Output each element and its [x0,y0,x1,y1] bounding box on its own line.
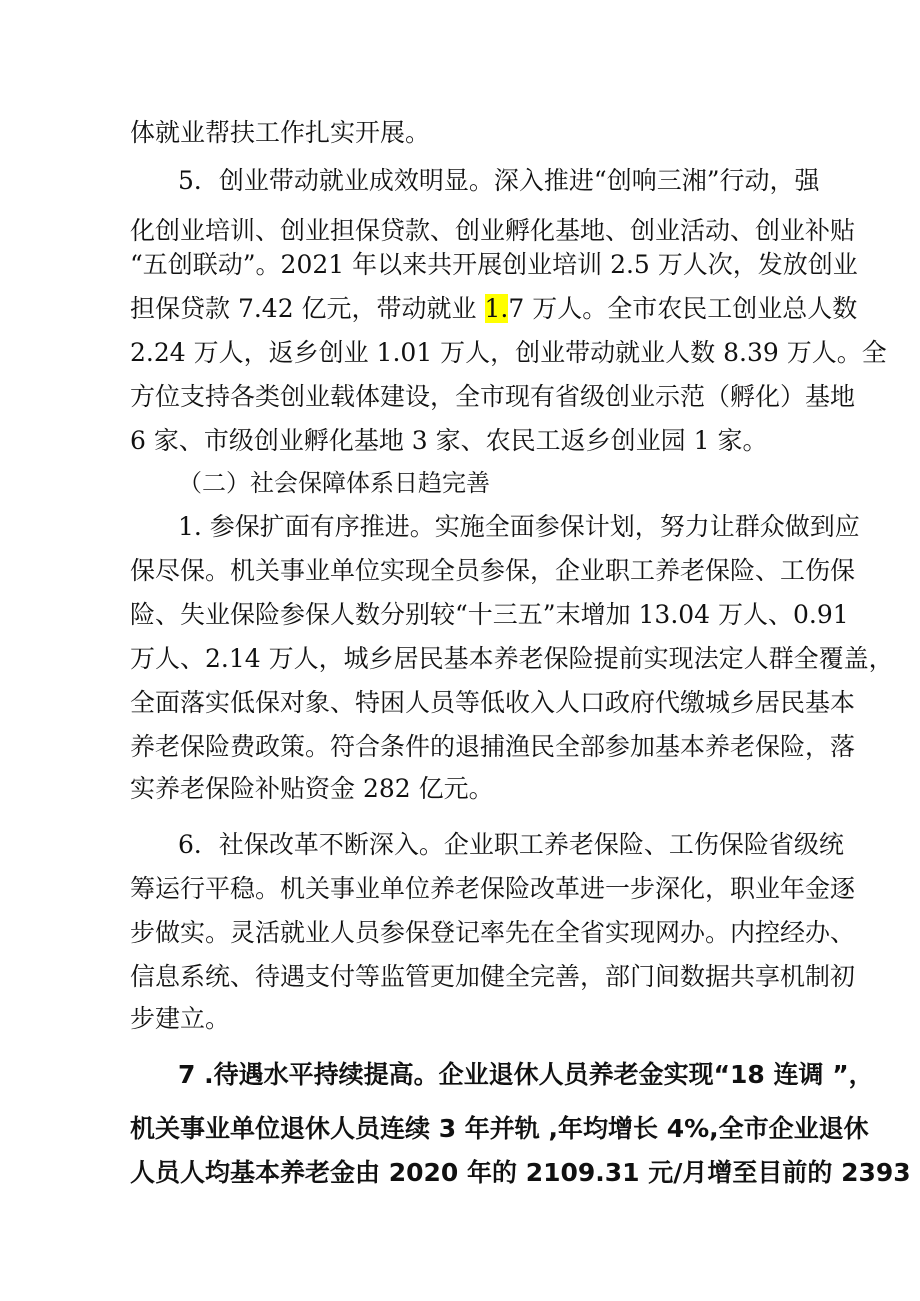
paragraph-line: 1. 参保扩面有序推进。实施全面参保计划，努力让群众做到应 [178,512,860,541]
paragraph-line: “五创联动”。2021 年以来共开展创业培训 2.5 万人次，发放创业 [130,250,858,279]
paragraph-line: 体就业帮扶工作扎实开展。 [130,118,431,147]
paragraph-line: 人员人均基本养老金由 2020 年的 2109.31 元/月增至目前的 2393 [130,1158,911,1187]
paragraph-line: 步建立。 [130,1004,231,1033]
paragraph-line: 2.24 万人，返乡创业 1.01 万人，创业带动就业人数 8.39 万人。全 [130,338,887,367]
paragraph-line: 方位支持各类创业载体建设，全市现有省级创业示范（孵化）基地 [130,382,856,411]
paragraph-line: 6．社保改革不断深入。企业职工养老保险、工伤保险省级统 [178,830,844,859]
paragraph-line: 化创业培训、创业担保贷款、创业孵化基地、创业活动、创业补贴 [130,216,856,245]
paragraph-line: 信息系统、待遇支付等监管更加健全完善，部门间数据共享机制初 [130,962,856,991]
paragraph-line: 养老保险费政策。符合条件的退捕渔民全部参加基本养老保险，落 [130,732,856,761]
paragraph-line: 5．创业带动就业成效明显。深入推进“创响三湘”行动，强 [178,166,820,195]
paragraph-line: 实养老保险补贴资金 282 亿元。 [130,774,494,803]
paragraph-line: 6 家、市级创业孵化基地 3 家、农民工返乡创业园 1 家。 [130,426,768,455]
paragraph-line: 险、失业保险参保人数分别较“十三五”末增加 13.04 万人、0.91 [130,600,849,629]
paragraph-line: 7 .待遇水平持续提高。企业退休人员养老金实现“18 连调 ”， [178,1060,874,1089]
paragraph-line: 全面落实低保对象、特困人员等低收入人口政府代缴城乡居民基本 [130,688,856,717]
paragraph-line: 保尽保。机关事业单位实现全员参保，企业职工养老保险、工伤保 [130,556,856,585]
section-heading: （二）社会保障体系日趋完善 [178,469,490,497]
paragraph-line: 步做实。灵活就业人员参保登记率先在全省实现网办。内控经办、 [130,918,856,947]
text-segment: 7 万人。全市农民工创业总人数 [508,294,858,323]
highlighted-text: 1. [484,294,509,323]
text-segment: 担保贷款 7.42 亿元，带动就业 [130,294,485,323]
paragraph-line [130,290,858,328]
paragraph-line: 机关事业单位退休人员连续 3 年并轨 ,年均增长 4%,全市企业退休 [130,1114,869,1143]
paragraph-line: 筹运行平稳。机关事业单位养老保险改革进一步深化，职业年金逐 [130,874,856,903]
paragraph-line: 万人、2.14 万人，城乡居民基本养老保险提前实现法定人群全覆盖， [130,644,894,673]
